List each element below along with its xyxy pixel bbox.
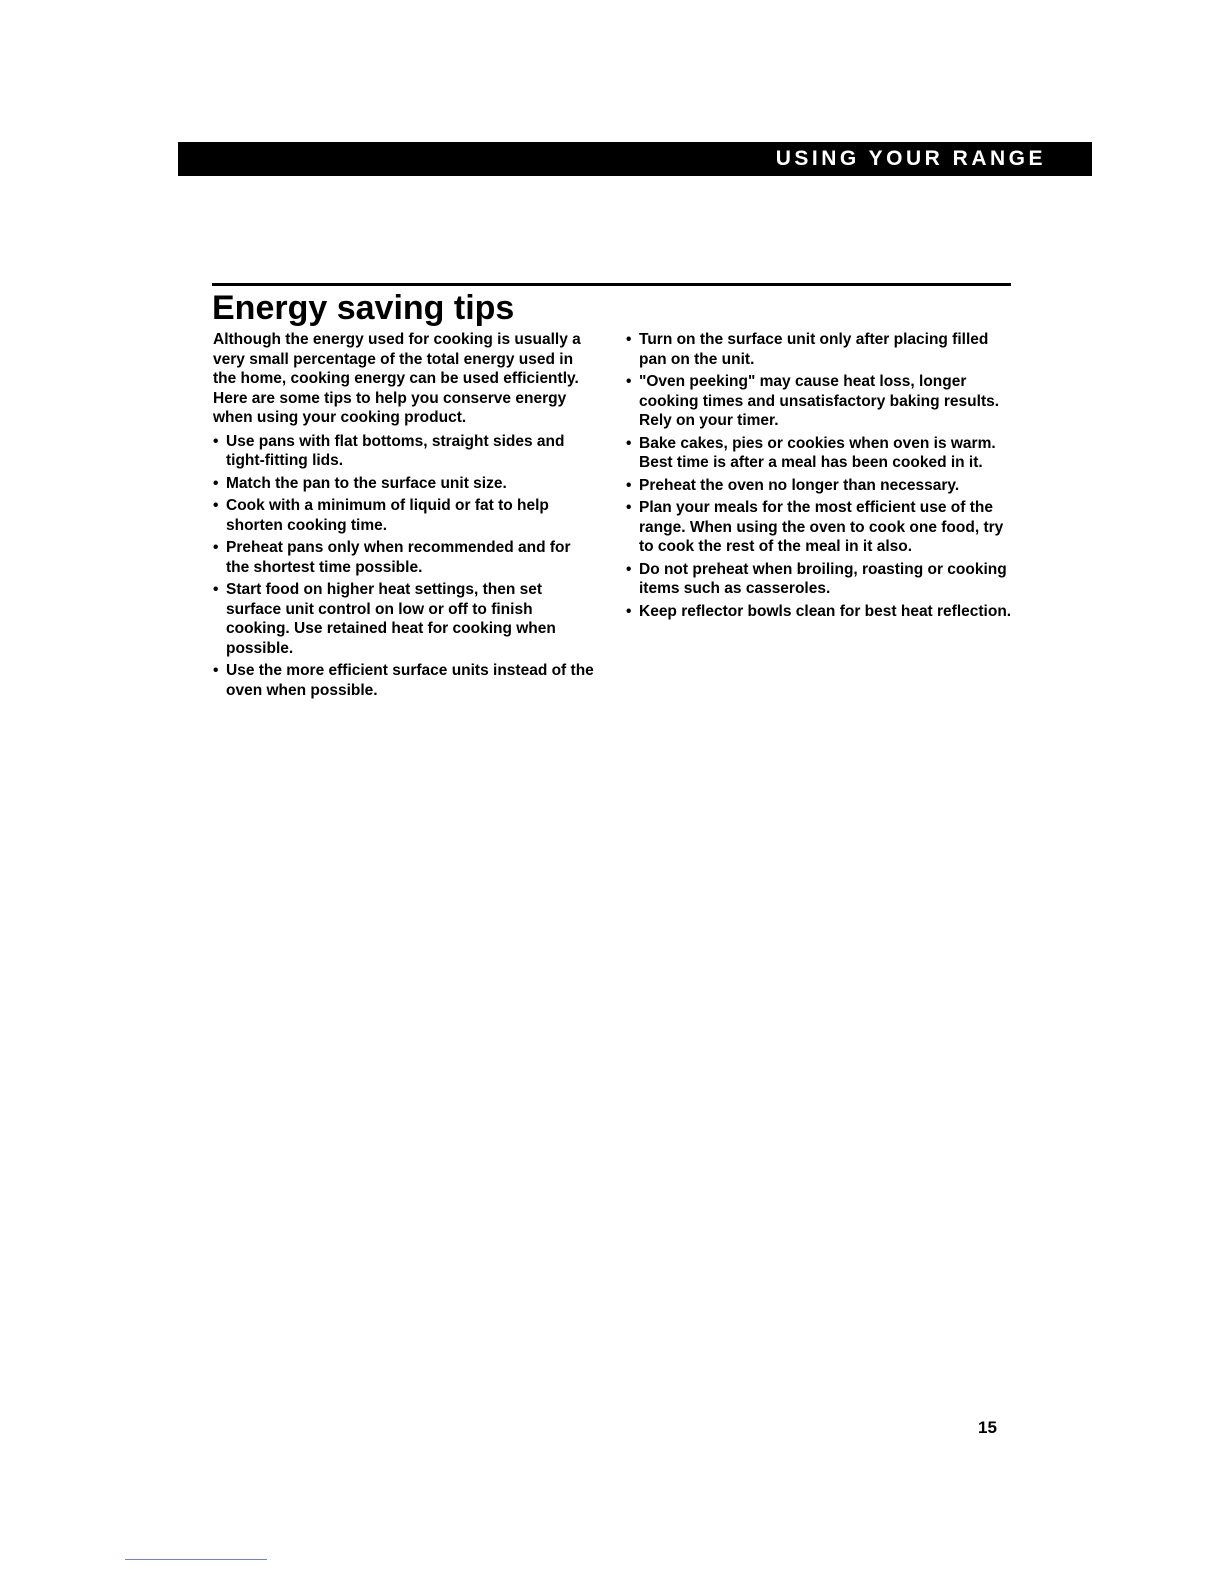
bullet-icon: •	[213, 662, 219, 679]
bullet-icon: •	[213, 539, 219, 556]
page-number: 15	[978, 1418, 997, 1437]
tip-text: Use the more efficient surface units instead of the oven when possible.	[226, 662, 594, 699]
tip-text: "Oven peeking" may cause heat loss, longer cooking times and unsatisfactory baking results. Rely on your timer.	[639, 373, 1000, 429]
footer-divider	[125, 1559, 267, 1560]
tip-text: Bake cakes, pies or cookies when oven is warm. Best time is after a meal has been cooked in it.	[639, 434, 996, 471]
bullet-icon: •	[626, 434, 632, 452]
list-item	[213, 661, 598, 700]
list-item	[213, 580, 598, 658]
list-item	[213, 432, 598, 471]
tip-text: Plan your meals for the most efficient use of the range. When using the oven to cook one food, try to cook the rest of the meal in it also.	[639, 499, 1004, 555]
list-item	[626, 602, 1018, 622]
list-item	[626, 560, 1018, 599]
list-item	[213, 538, 598, 577]
tips-list-right	[626, 330, 1018, 621]
tip-text: Do not preheat when broiling, roasting or cooking items such as casseroles.	[639, 560, 1007, 597]
tips-list-left	[213, 432, 598, 701]
page-title: Energy saving tips	[212, 289, 515, 327]
list-item	[213, 496, 598, 535]
tip-text: Preheat pans only when recommended and for the shortest time possible.	[226, 539, 571, 576]
tip-text: Keep reflector bowls clean for best heat reflection.	[639, 602, 1012, 620]
bullet-icon: •	[213, 474, 219, 492]
right-column	[626, 330, 1018, 624]
title-rule	[212, 283, 1011, 286]
tip-text: Cook with a minimum of liquid or fat to help shorten cooking time.	[226, 497, 549, 534]
bullet-icon: •	[626, 373, 632, 390]
bullet-icon: •	[626, 499, 632, 516]
tip-text: Preheat the oven no longer than necessary.	[639, 476, 960, 494]
bullet-icon: •	[626, 602, 632, 620]
list-item	[626, 372, 1018, 431]
section-title: USING YOUR RANGE	[775, 147, 1046, 170]
list-item	[626, 498, 1018, 557]
tip-text: Start food on higher heat settings, then set surface unit control on low or off to finish cooking. Use retained heat for cooking when possible.	[226, 581, 556, 657]
intro-paragraph: Although the energy used for cooking is usually a very small percentage of the total energy used in the home, cooking energy can be used efficiently. Here are some tips to help you conserve energy when using your cooking product.	[213, 331, 581, 426]
list-item	[626, 476, 1018, 496]
section-header-bar	[178, 142, 1092, 176]
bullet-icon: •	[626, 476, 632, 494]
tip-text: Use pans with flat bottoms, straight sides and tight-fitting lids.	[226, 432, 565, 469]
tip-text: Turn on the surface unit only after placing filled pan on the unit.	[639, 331, 989, 368]
tip-text: Match the pan to the surface unit size.	[226, 474, 507, 492]
list-item	[213, 474, 598, 494]
left-column	[213, 330, 598, 703]
bullet-icon: •	[626, 331, 632, 348]
bullet-icon: •	[213, 432, 219, 450]
list-item	[626, 434, 1018, 473]
bullet-icon: •	[213, 497, 219, 514]
list-item	[626, 330, 1018, 369]
bullet-icon: •	[213, 581, 219, 598]
bullet-icon: •	[626, 560, 632, 578]
